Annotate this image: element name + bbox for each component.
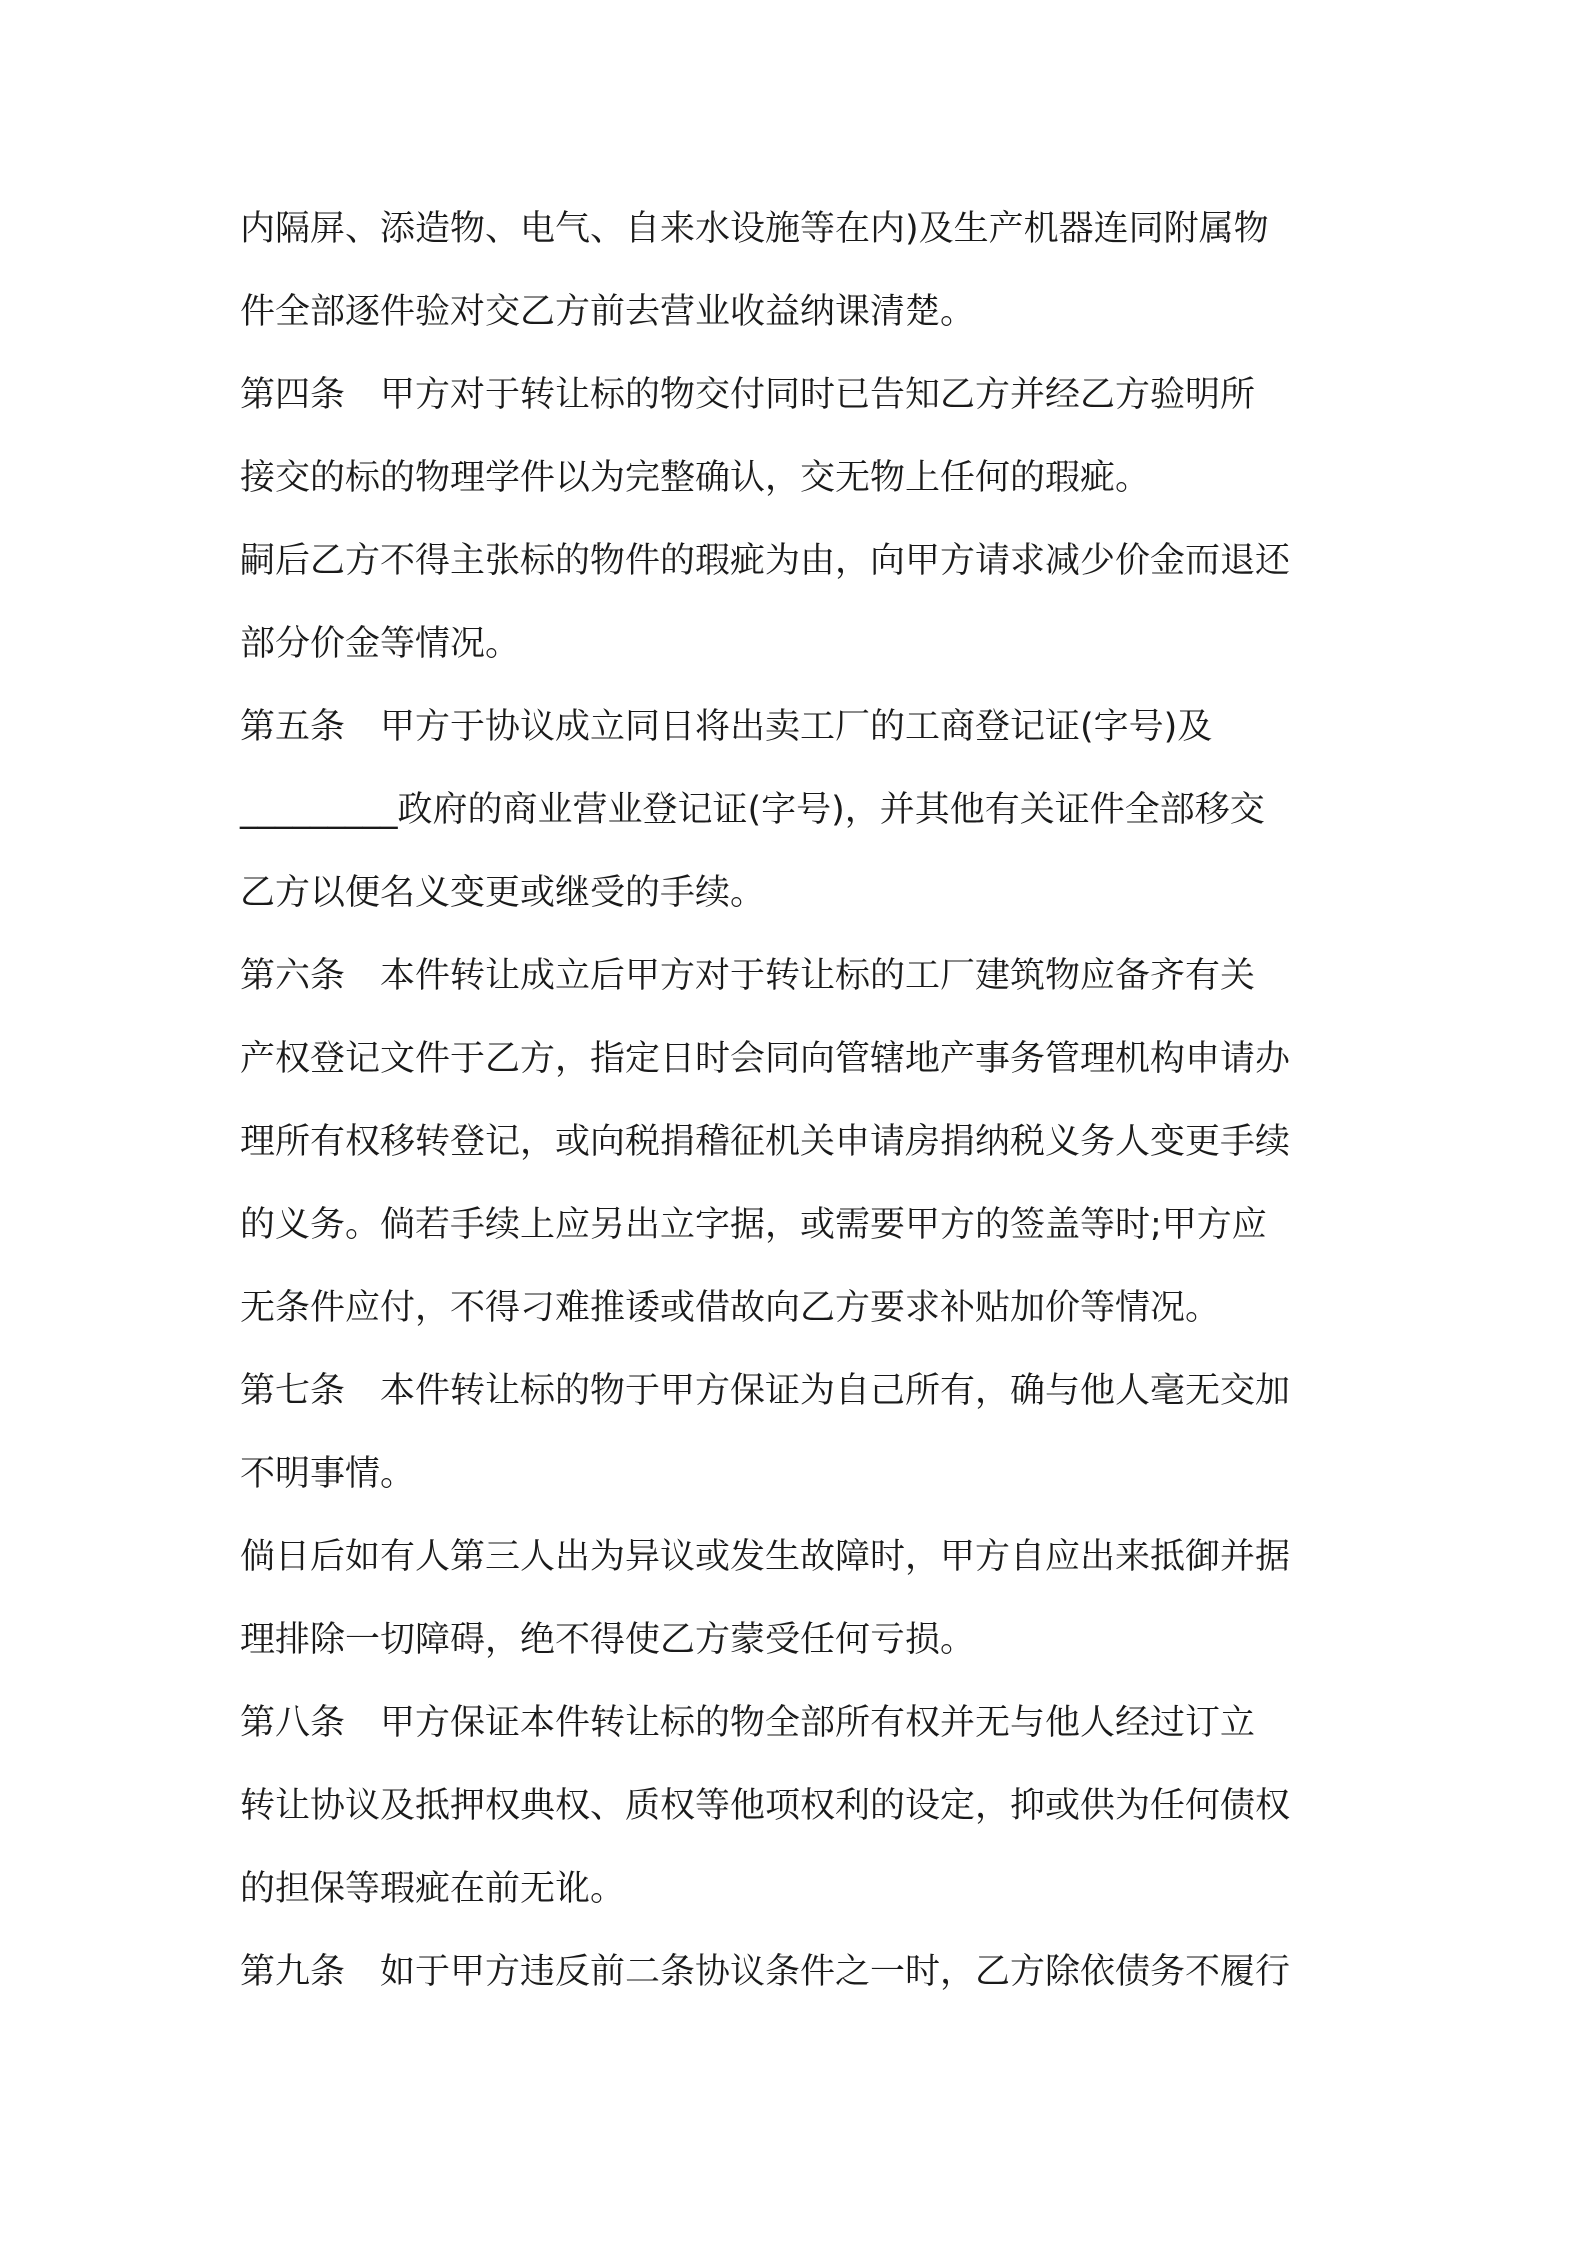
article-4-heading-line: 第四条 甲方对于转让标的物交付同时已告知乙方并经乙方验明所 xyxy=(240,375,1256,415)
article-6-heading-line: 第六条 本件转让成立后甲方对于转让标的工厂建筑物应备齐有关 xyxy=(240,956,1256,996)
text-line: 产权登记文件于乙方，指定日时会同向管辖地产事务管理机构申请办 xyxy=(240,1039,1291,1079)
text-line: 部分价金等情况。 xyxy=(240,624,521,664)
article-7-heading-line: 第七条 本件转让标的物于甲方保证为自己所有，确与他人毫无交加 xyxy=(240,1371,1291,1411)
text-line: 转让协议及抵押权典权、质权等他项权利的设定，抑或供为任何债权 xyxy=(240,1786,1291,1826)
text-line: 内隔屏、添造物、电气、自来水设施等在内)及生产机器连同附属物 xyxy=(240,209,1269,249)
text-line: 倘日后如有人第三人出为异议或发生故障时，甲方自应出来抵御并据 xyxy=(240,1537,1291,1577)
text-line: 无条件应付，不得刁难推诿或借故向乙方要求补贴加价等情况。 xyxy=(240,1288,1221,1328)
text-line: 理排除一切障碍，绝不得使乙方蒙受任何亏损。 xyxy=(240,1620,976,1660)
text-line: 乙方以便名义变更或继受的手续。 xyxy=(240,873,766,913)
text-line: _________政府的商业营业登记证(字号)，并其他有关证件全部移交 xyxy=(240,790,1265,830)
text-line: 件全部逐件验对交乙方前去营业收益纳课清楚。 xyxy=(240,292,976,332)
article-9-heading-line: 第九条 如于甲方违反前二条协议条件之一时，乙方除依债务不履行 xyxy=(240,1952,1291,1992)
text-line: 的义务。倘若手续上应另出立字据，或需要甲方的签盖等时;甲方应 xyxy=(240,1205,1267,1245)
text-line: 的担保等瑕疵在前无讹。 xyxy=(240,1869,626,1909)
text-line: 理所有权移转登记，或向税捐稽征机关申请房捐纳税义务人变更手续 xyxy=(240,1122,1291,1162)
article-5-heading-line: 第五条 甲方于协议成立同日将出卖工厂的工商登记证(字号)及 xyxy=(240,707,1213,747)
text-line: 不明事情。 xyxy=(240,1454,416,1494)
text-line: 嗣后乙方不得主张标的物件的瑕疵为由，向甲方请求减少价金而退还 xyxy=(240,541,1291,581)
article-8-heading-line: 第八条 甲方保证本件转让标的物全部所有权并无与他人经过订立 xyxy=(240,1703,1256,1743)
text-line: 接交的标的物理学件以为完整确认，交无物上任何的瑕疵。 xyxy=(240,458,1151,498)
